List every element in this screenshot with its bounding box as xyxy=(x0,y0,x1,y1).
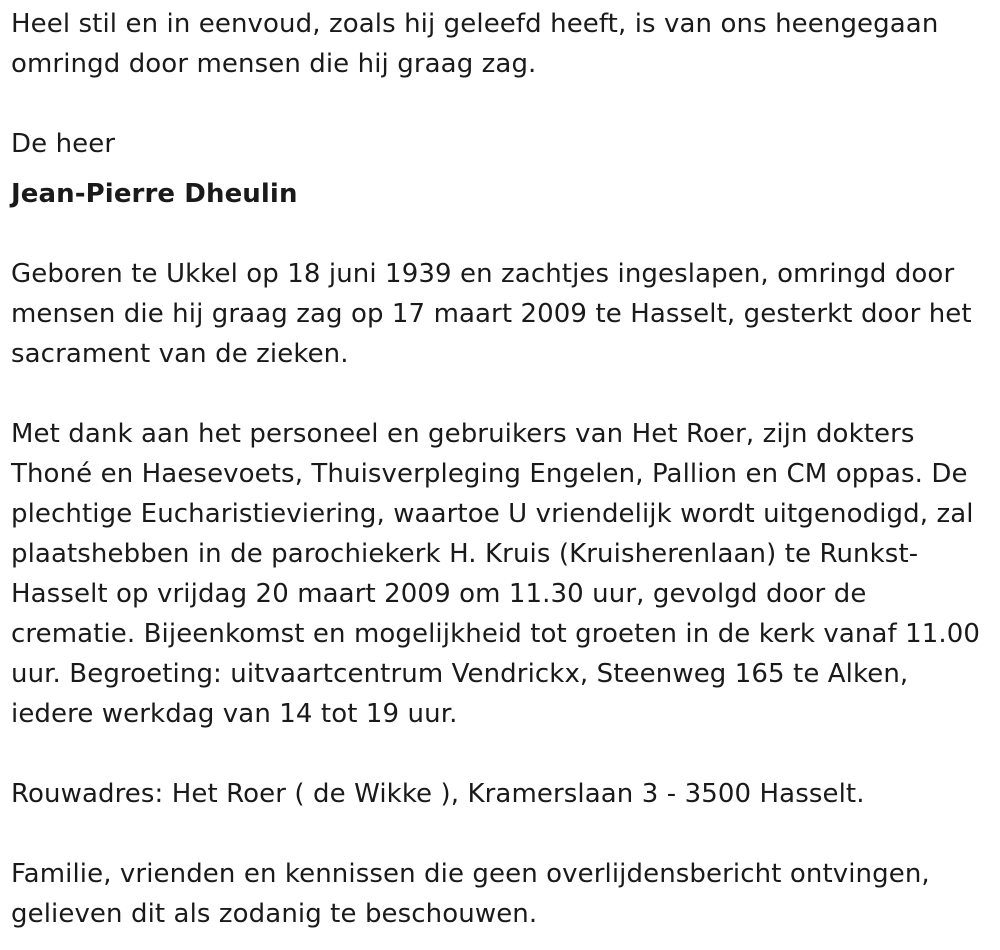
spacer xyxy=(11,164,996,174)
spacer xyxy=(11,814,996,854)
salutation: De heer xyxy=(11,129,116,159)
spacer xyxy=(11,374,996,414)
intro-paragraph: Heel stil en in eenvoud, zoals hij geleefd heeft, is van ons heengegaan omringd door mensen die hij graag zag. xyxy=(11,9,939,79)
deceased-name: Jean-Pierre Dheulin xyxy=(11,179,298,209)
thanks-ceremony-paragraph: Met dank aan het personeel en gebruikers van Het Roer, zijn dokters Thoné en Haesevoets, Thuisverpleging Engelen, Pallion en CM oppas. De plechtige Eucharistieviering, waartoe U vriendelijk wordt uitgenodigd, zal plaatshebben in de parochiekerk H. Kruis (Kruisherenlaan) te Runkst- Hasselt op vrijdag 20 maart 2009 om 11.30 uur, gevolgd door de crematie. Bijeenkomst en mogelijkheid tot groeten in de kerk vanaf 11.00 uur. Begroeting: uitvaartcentrum Vendrickx, Steenweg 165 te Alken, iedere werkdag van 14 tot 19 uur. xyxy=(11,419,981,729)
spacer xyxy=(11,214,996,254)
spacer xyxy=(11,734,996,774)
mourning-address: Rouwadres: Het Roer ( de Wikke ), Kramerslaan 3 - 3500 Hasselt. xyxy=(11,779,865,809)
closing-paragraph: Familie, vrienden en kennissen die geen overlijdensbericht ontvingen, gelieven dit als zodanig te beschouwen. xyxy=(11,859,930,929)
obituary-document xyxy=(11,4,996,934)
spacer xyxy=(11,84,996,124)
birth-death-paragraph: Geboren te Ukkel op 18 juni 1939 en zachtjes ingeslapen, omringd door mensen die hij graag zag op 17 maart 2009 te Hasselt, gesterkt door het sacrament van de zieken. xyxy=(11,259,972,369)
